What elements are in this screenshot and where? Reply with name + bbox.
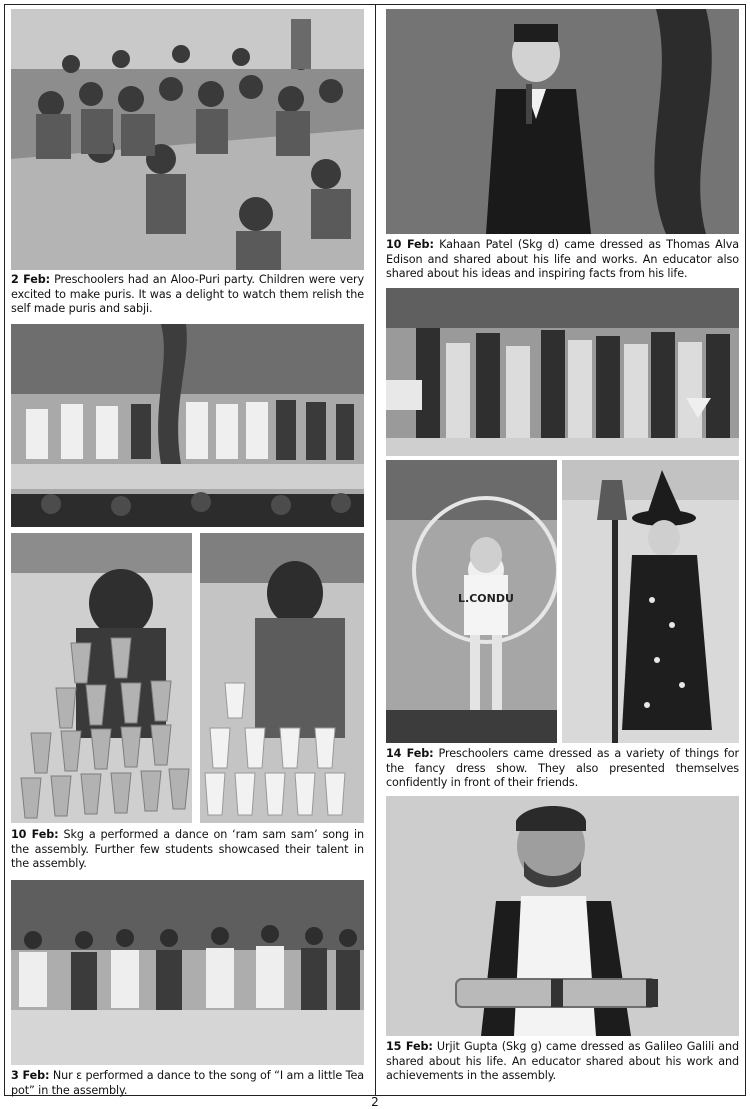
caption-date: 15 Feb: [386, 1040, 433, 1053]
caption-text: Kahaan Patel (Skg d) came dressed as Thomas Alva Edison and shared about his life and works. An educator also shared about his ideas and inspiring facts from his life. [386, 238, 739, 281]
caption-text: Preschoolers had an Aloo-Puri party. Children were very excited to make puris. It was a delight to watch them relish the self made puris and sabji. [11, 273, 364, 316]
photo-aloo-puri-party [11, 9, 364, 270]
caption-aloo-puri [11, 273, 364, 317]
photo-tea-pot-dance [11, 880, 364, 1065]
photo-cup-stacking-boy [11, 533, 192, 823]
caption-tea-pot [11, 1069, 364, 1098]
page-number: 2 [371, 1095, 379, 1109]
caption-date: 3 Feb: [11, 1069, 50, 1082]
caption-text: Nur ε performed a dance to the song of “I am a little Tea pot” in the assembly. [11, 1069, 365, 1097]
costume-sign-text: L.CONDU [458, 592, 514, 605]
caption-date: 10 Feb: [11, 828, 59, 841]
caption-text: Skg a performed a dance on ‘ram sam sam’ song in the assembly. Further few students showcased their talent in the assembly. [11, 828, 364, 871]
caption-text: Urjit Gupta (Skg g) came dressed as Galileo Galili and shared about his life. An educator shared about his work and achievements in the assembly. [386, 1040, 739, 1083]
photo-cup-stacking-girl [200, 533, 364, 823]
caption-date: 14 Feb: [386, 747, 434, 760]
photo-thomas-edison [386, 9, 739, 234]
photo-witch-costume [562, 460, 739, 743]
caption-galileo [386, 1040, 739, 1084]
photo-fancy-dress-group [386, 288, 739, 456]
caption-ram-sam-sam [11, 828, 364, 872]
caption-edison [386, 238, 739, 282]
caption-date: 2 Feb: [11, 273, 50, 286]
caption-date: 10 Feb: [386, 238, 434, 251]
column-divider [375, 4, 376, 1096]
caption-fancy-dress [386, 747, 739, 791]
caption-text: Preschoolers came dressed as a variety of things for the fancy dress show. They also presented themselves confidently in front of their friends. [386, 747, 739, 790]
photo-stage-dance [11, 324, 364, 527]
photo-galileo [386, 796, 739, 1036]
photo-wheel-costume [386, 460, 557, 743]
